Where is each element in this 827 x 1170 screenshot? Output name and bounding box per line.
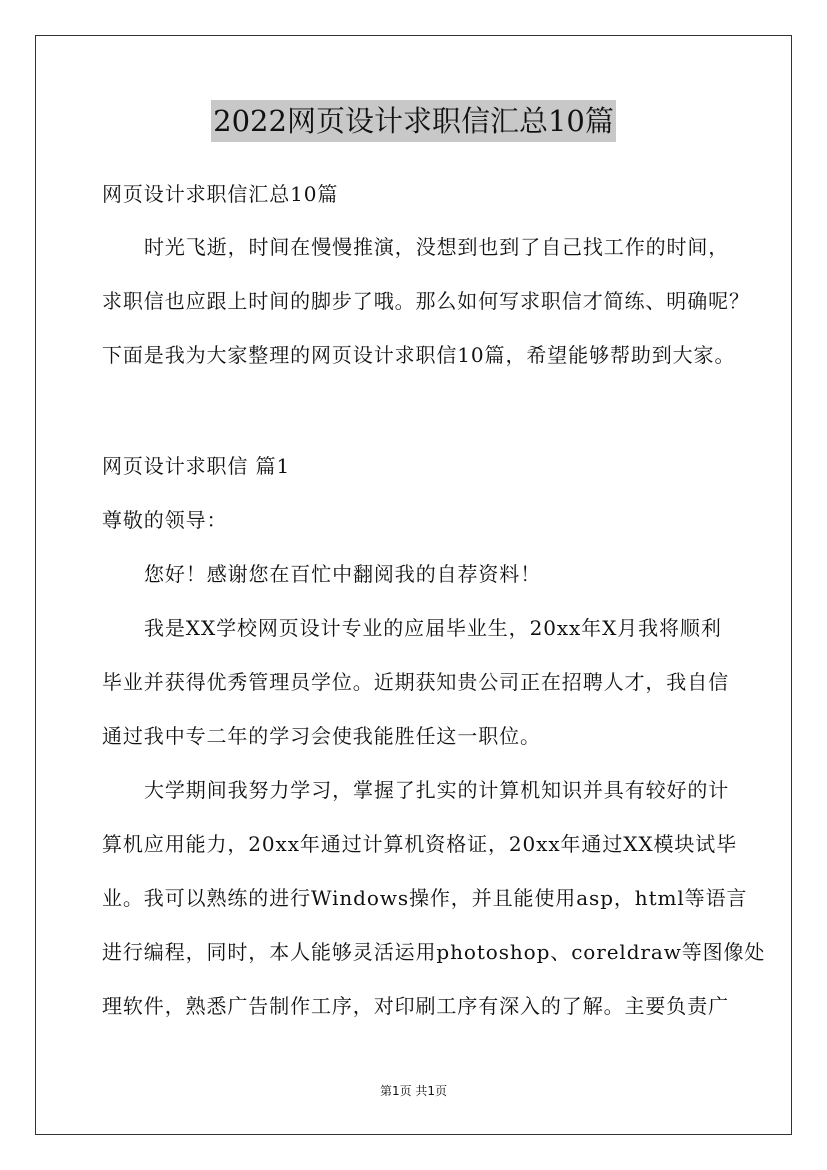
paragraph2-line-2: 算机应用能力，20xx年通过计算机资格证，20xx年通过XX模块试毕 (102, 832, 738, 856)
paragraph1-line-2: 毕业并获得优秀管理员学位。近期获知贵公司正在招聘人才，我自信 (102, 670, 729, 694)
paragraph2-line-3: 业。我可以熟练的进行Windows操作，并且能使用asp，html等语言 (102, 886, 748, 910)
intro-line-3: 下面是我为大家整理的网页设计求职信10篇，希望能够帮助到大家。 (102, 343, 736, 367)
intro-line-1: 时光飞逝，时间在慢慢推演，没想到也到了自己找工作的时间， (144, 235, 730, 259)
salutation: 尊敬的领导： (102, 508, 228, 532)
paragraph2-line-4: 进行编程，同时，本人能够灵活运用photoshop、coreldraw等图像处 (102, 940, 766, 964)
document-title: 2022网页设计求职信汇总10篇 (211, 100, 616, 142)
paragraph2-line-5: 理软件，熟悉广告制作工序，对印刷工序有深入的了解。主要负责广 (102, 994, 729, 1018)
paragraph1-line-1: 我是XX学校网页设计专业的应届毕业生，20xx年X月我将顺利 (144, 616, 722, 640)
document-subtitle: 网页设计求职信汇总10篇 (102, 182, 339, 206)
paragraph2-line-1: 大学期间我努力学习，掌握了扎实的计算机知识并具有较好的计 (144, 778, 730, 802)
page-footer: 第1页 共1页 (379, 1084, 448, 1098)
section-heading: 网页设计求职信 篇1 (102, 454, 291, 478)
title-container (0, 100, 827, 142)
paragraph1-line-3: 通过我中专二年的学习会使我能胜任这一职位。 (102, 724, 541, 748)
greeting: 您好！感谢您在百忙中翻阅我的自荐资料！ (144, 562, 542, 586)
intro-line-2: 求职信也应跟上时间的脚步了哦。那么如何写求职信才简练、明确呢？ (102, 289, 750, 313)
